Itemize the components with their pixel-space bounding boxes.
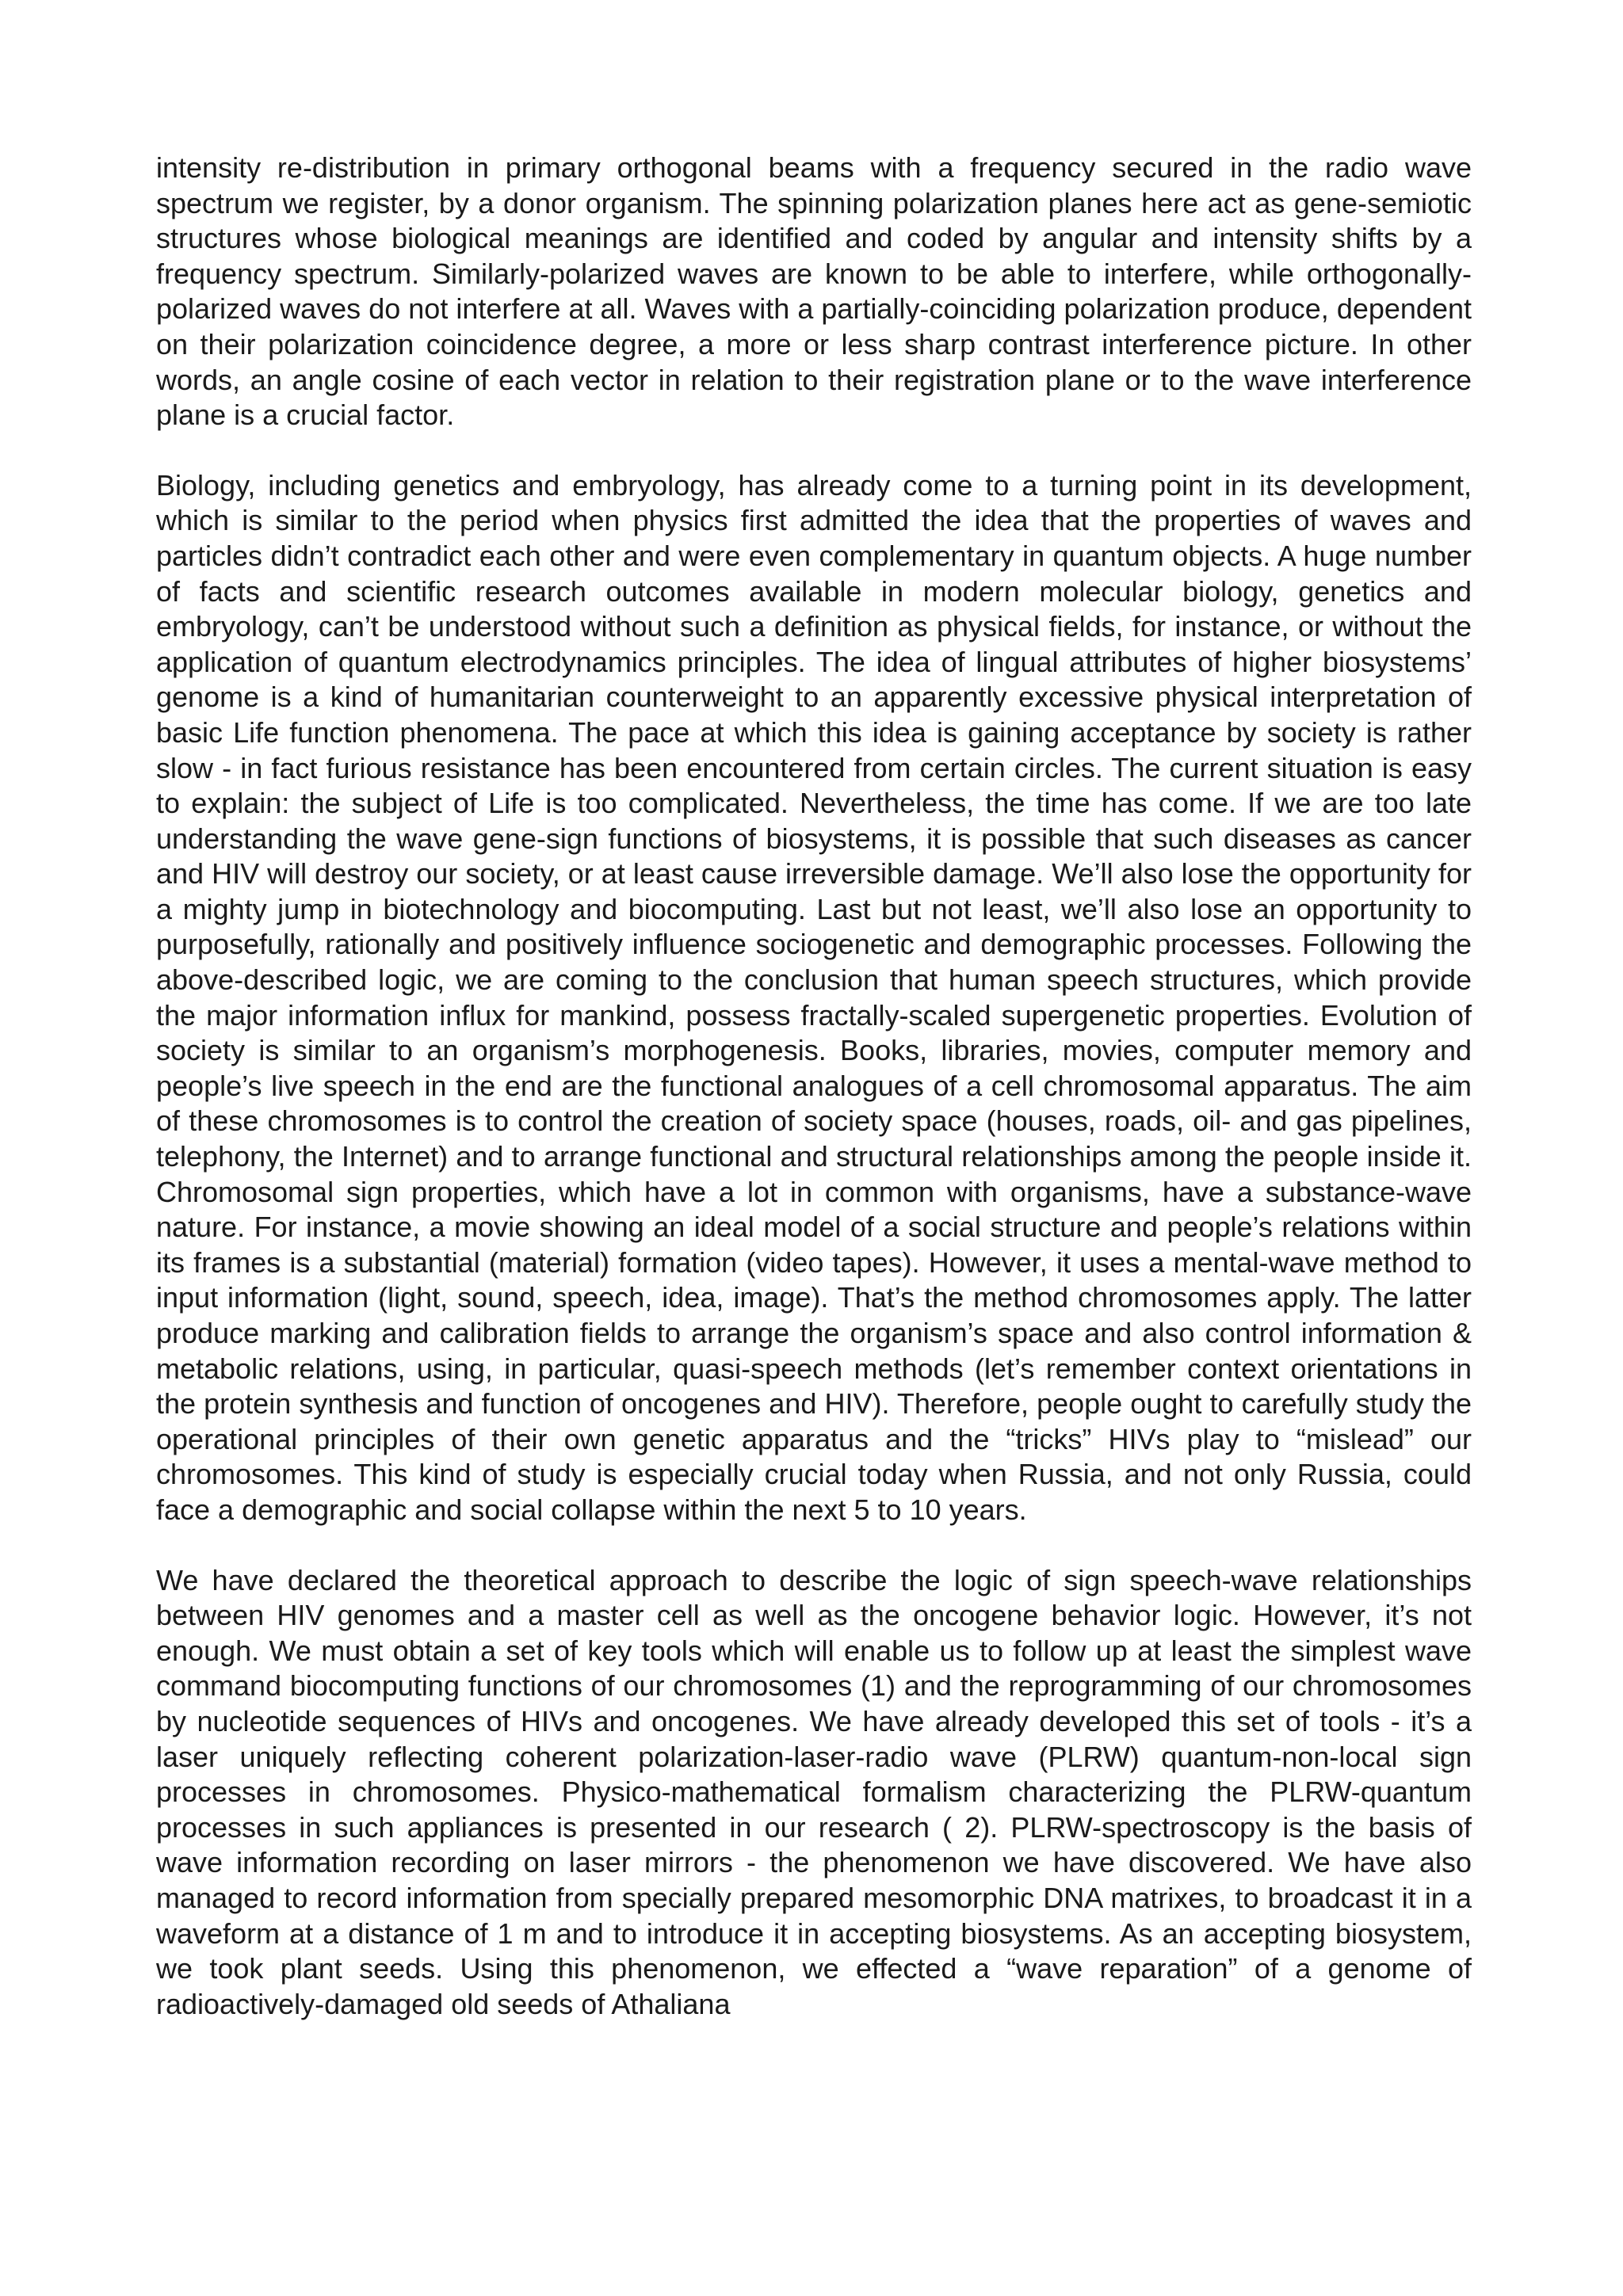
document-body	[156, 151, 1472, 2022]
paragraph-plrw-tools: We have declared the theoretical approach to describe the logic of sign speech-wave relationships between HIV genomes and a master cell as well as the oncogene behavior logic. However, it’s not enough. We must obtain a set of key tools which will enable us to follow up at least the simplest wave command biocomputing functions of our chromosomes (1) and the reprogramming of our chromosomes by nucleotide sequences of HIVs and oncogenes. We have already developed this set of tools - it’s a laser uniquely reflecting coherent polarization-laser-radio wave (PLRW) quantum-non-local sign processes in chromosomes. Physico-mathematical formalism characterizing the PLRW-quantum processes in such appliances is presented in our research ( 2). PLRW-spectroscopy is the basis of wave information recording on laser mirrors - the phenomenon we have discovered. We have also managed to record information from specially prepared mesomorphic DNA matrixes, to broadcast it in a waveform at a distance of 1 m and to introduce it in accepting biosystems. As an accepting biosystem, we took plant seeds. Using this phenomenon, we effected a “wave reparation” of a genome of radioactively-damaged old seeds of Athaliana	[156, 1563, 1472, 2020]
paragraph-polarization-interference: intensity re-distribution in primary orthogonal beams with a frequency secured in the radio wave spectrum we register, by a donor organism. The spinning polarization planes here act as gene-semiotic structures whose biological meanings are identified and coded by angular and intensity shifts by a frequency spectrum. Similarly-polarized waves are known to be able to interfere, while orthogonally-polarized waves do not interfere at all. Waves with a partially-coinciding polarization produce, dependent on their polarization coincidence degree, a more or less sharp contrast interference picture. In other words, an angle cosine of each vector in relation to their registration plane or to the wave interference plane is a crucial factor.	[156, 151, 1472, 432]
paragraph-biology-turning-point: Biology, including genetics and embryology, has already come to a turning point in its development, which is similar to the period when physics first admitted the idea that the properties of waves and particles didn’t contradict each other and were even complementary in quantum objects. A huge number of facts and scientific research outcomes available in modern molecular biology, genetics and embryology, can’t be understood without such a definition as physical fields, for instance, or without the application of quantum electrodynamics principles. The idea of lingual attributes of higher biosystems’ genome is a kind of humanitarian counterweight to an apparently excessive physical interpretation of basic Life function phenomena. The pace at which this idea is gaining acceptance by society is rather slow - in fact furious resistance has been encountered from certain circles. The current situation is easy to explain: the subject of Life is too complicated. Nevertheless, the time has come. If we are too late understanding the wave gene-sign functions of biosystems, it is possible that such diseases as cancer and HIV will destroy our society, or at least cause irreversible damage. We’ll also lose the opportunity for a mighty jump in biotechnology and biocomputing. Last but not least, we’ll also lose an opportunity to purposefully, rationally and positively influence sociogenetic and demographic processes. Following the above-described logic, we are coming to the conclusion that human speech structures, which provide the major information influx for mankind, possess fractally-scaled supergenetic properties. Evolution of society is similar to an organism’s morphogenesis. Books, libraries, movies, computer memory and people’s live speech in the end are the functional analogues of a cell chromosomal apparatus. The aim of these chromosomes is to control the creation of society space (houses, roads, oil- and gas pipelines, telephony, the Internet) and to arrange functional and structural relationships among the people inside it. Chromosomal sign properties, which have a lot in common with organisms, have a substance-wave nature. For instance, a movie showing an ideal model of a social structure and people’s relations within its frames is a substantial (material) formation (video tapes). However, it uses a mental-wave method to input information (light, sound, speech, idea, image). That’s the method chromosomes apply. The latter produce marking and calibration fields to arrange the organism’s space and also control information & metabolic relations, using, in particular, quasi-speech methods (let’s remember context orientations in the protein synthesis and function of oncogenes and HIV). Therefore, people ought to carefully study the operational principles of their own genetic apparatus and the “tricks” HIVs play to “mislead” our chromosomes. This kind of study is especially crucial today when Russia, and not only Russia, could face a demographic and social collapse within the next 5 to 10 years.	[156, 468, 1472, 1526]
